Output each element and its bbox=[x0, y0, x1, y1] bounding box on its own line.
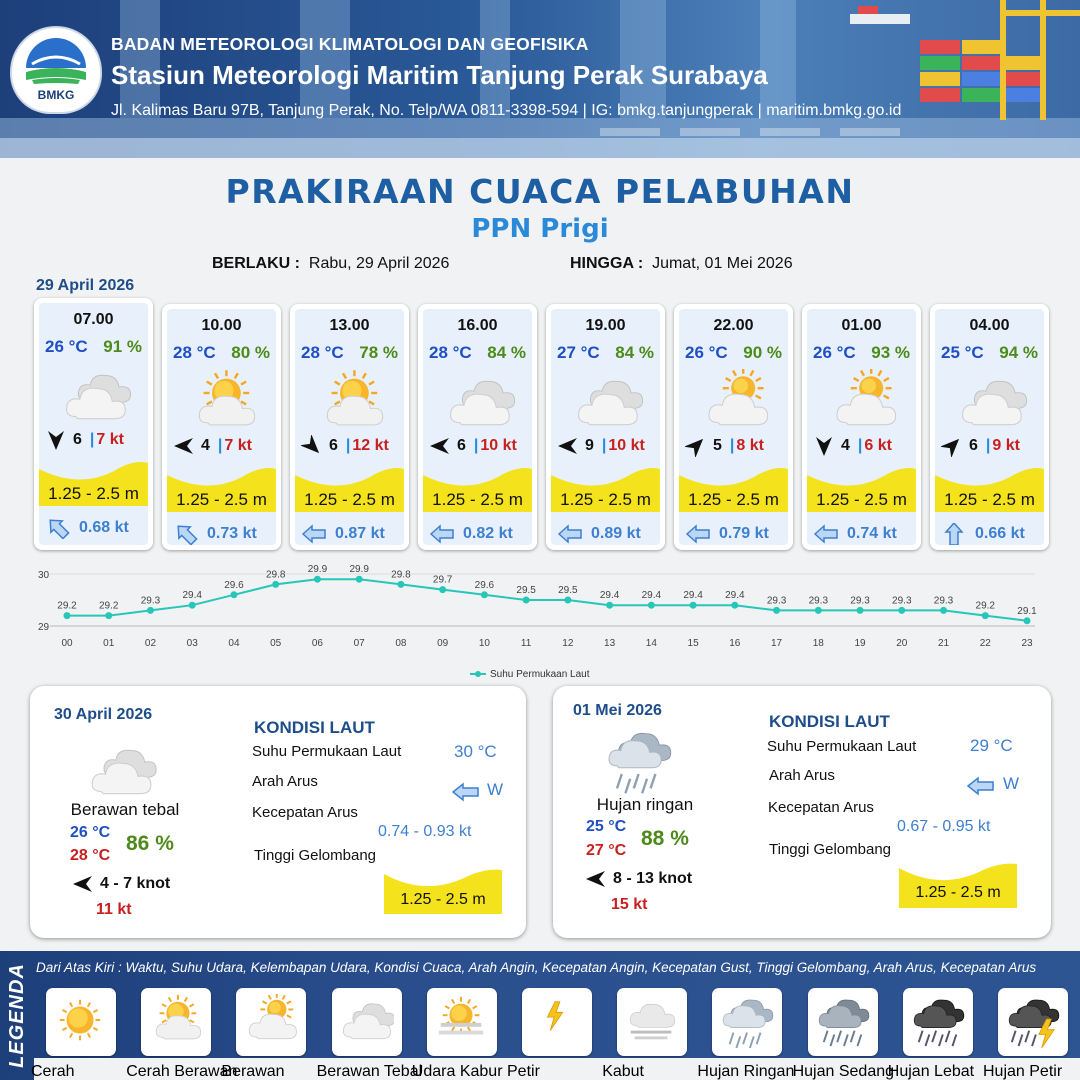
day3-current-speed: 0.67 - 0.95 kt bbox=[897, 818, 991, 835]
valid-from-value: Rabu, 29 April 2026 bbox=[308, 255, 450, 272]
kabut-icon bbox=[625, 994, 679, 1048]
x-tick-label: 04 bbox=[228, 638, 240, 649]
x-tick-label: 11 bbox=[520, 638, 532, 649]
forecast-current bbox=[685, 523, 769, 545]
day3-current-dir: W bbox=[1003, 774, 1020, 793]
current-arrow-icon bbox=[301, 523, 327, 545]
day3-wave-value: 1.25 - 2.5 m bbox=[915, 884, 1001, 901]
berawan-icon bbox=[244, 994, 298, 1048]
forecast-wave-height: 1.25 - 2.5 m bbox=[688, 490, 779, 509]
forecast-card bbox=[290, 304, 409, 550]
legend-item bbox=[808, 988, 878, 1056]
data-point bbox=[397, 581, 404, 588]
forecast-current-speed: 0.82 kt bbox=[463, 525, 513, 542]
forecast-time: 04.00 bbox=[969, 317, 1010, 334]
forecast-humidity: 90 % bbox=[743, 343, 782, 362]
forecast-gust: | 10 kt bbox=[473, 437, 517, 454]
day2-current-speed: 0.74 - 0.93 kt bbox=[378, 823, 472, 840]
forecast-time: 10.00 bbox=[201, 317, 242, 334]
forecast-wind-speed: 4 bbox=[201, 437, 210, 454]
data-point bbox=[147, 607, 154, 614]
sst-line-chart bbox=[30, 562, 1050, 682]
forecast-wind bbox=[813, 435, 892, 457]
legend-item-label: Cerah Berawan bbox=[126, 1063, 238, 1080]
data-point bbox=[230, 591, 237, 598]
data-label: 29.2 bbox=[99, 600, 119, 612]
current-arrow-icon bbox=[941, 523, 967, 545]
x-tick-label: 15 bbox=[687, 638, 699, 649]
forecast-gust-value: 10 kt bbox=[608, 437, 645, 454]
forecast-wind-speed: 6 bbox=[73, 431, 82, 448]
valid-to-label: HINGGA : bbox=[570, 255, 644, 272]
forecast-humidity: 78 % bbox=[359, 343, 398, 362]
bmkg-logo-emblem bbox=[12, 28, 100, 88]
forecast-wind-speed: 9 bbox=[585, 437, 594, 454]
day2-sea-title: KONDISI LAUT bbox=[254, 718, 375, 737]
forecast-current bbox=[557, 523, 641, 545]
day2-wave-value: 1.25 - 2.5 m bbox=[400, 891, 486, 908]
day3-sst-label: Suhu Permukaan Laut bbox=[767, 738, 917, 755]
forecast-wind bbox=[429, 435, 517, 457]
forecast-humidity: 93 % bbox=[871, 343, 910, 362]
forecast-card bbox=[674, 304, 793, 550]
data-point bbox=[314, 576, 321, 583]
forecast-card bbox=[546, 304, 665, 550]
legend-item bbox=[712, 988, 782, 1056]
data-point bbox=[439, 586, 446, 593]
cerah-icon bbox=[54, 994, 108, 1048]
day3-temp-max: 27 °C bbox=[586, 842, 627, 859]
legend-swatch-dot bbox=[475, 671, 481, 677]
x-tick-label: 01 bbox=[103, 638, 115, 649]
forecast-current-speed: 0.87 kt bbox=[335, 525, 385, 542]
wind-arrow-icon bbox=[301, 435, 323, 457]
valid-from-label: BERLAKU : bbox=[212, 255, 300, 272]
forecast-wind-speed: 6 bbox=[969, 437, 978, 454]
data-label: 29.8 bbox=[391, 569, 411, 581]
forecast-current bbox=[173, 523, 257, 545]
data-label: 29.3 bbox=[766, 595, 787, 607]
forecast-gust: | 12 kt bbox=[345, 437, 389, 454]
forecast-wind bbox=[173, 435, 252, 457]
forecast-humidity: 84 % bbox=[487, 343, 526, 362]
forecast-card bbox=[930, 304, 1049, 550]
legend-item bbox=[332, 988, 402, 1056]
x-tick-label: 23 bbox=[1021, 638, 1033, 649]
data-point bbox=[481, 591, 488, 598]
day3-wave-label: Tinggi Gelombang bbox=[769, 841, 892, 858]
legend-item bbox=[617, 988, 687, 1056]
day3-sea-title: KONDISI LAUT bbox=[769, 712, 890, 731]
day3-date: 01 Mei 2026 bbox=[573, 702, 662, 719]
legend-item bbox=[141, 988, 211, 1056]
forecast-current-speed: 0.74 kt bbox=[847, 525, 897, 542]
forecast-card-body bbox=[39, 303, 148, 545]
x-tick-label: 10 bbox=[478, 638, 490, 649]
data-label: 29.3 bbox=[140, 595, 161, 607]
wind-arrow-icon bbox=[429, 435, 451, 457]
forecast-current-speed: 0.66 kt bbox=[975, 525, 1025, 542]
data-point bbox=[982, 612, 989, 619]
day2-gust: 11 kt bbox=[96, 901, 132, 918]
forecast-card-body bbox=[295, 309, 404, 545]
forecast-gust-value: 12 kt bbox=[352, 437, 389, 454]
x-tick-label: 14 bbox=[645, 638, 657, 649]
data-label: 29.4 bbox=[683, 590, 703, 602]
forecast-wave-height: 1.25 - 2.5 m bbox=[304, 490, 395, 509]
data-point bbox=[690, 602, 697, 609]
forecast-wind-speed: 4 bbox=[841, 437, 850, 454]
hujan-petir-icon bbox=[1006, 994, 1060, 1048]
data-point bbox=[356, 576, 363, 583]
x-tick-label: 19 bbox=[854, 638, 866, 649]
data-label: 29.9 bbox=[349, 564, 369, 576]
wind-arrow-icon bbox=[557, 435, 579, 457]
x-tick-label: 16 bbox=[729, 638, 741, 649]
x-tick-label: 17 bbox=[771, 638, 783, 649]
day2-panel bbox=[30, 686, 526, 938]
forecast-temp: 28 °C bbox=[429, 343, 472, 362]
day2-sst-label: Suhu Permukaan Laut bbox=[252, 743, 402, 760]
forecast-card bbox=[802, 304, 921, 550]
forecast-wave-height: 1.25 - 2.5 m bbox=[816, 490, 907, 509]
forecast-wind bbox=[941, 435, 1020, 457]
valid-to-value: Jumat, 01 Mei 2026 bbox=[652, 255, 793, 272]
forecast-time: 07.00 bbox=[73, 311, 114, 328]
legend-item bbox=[522, 988, 592, 1056]
legend-item-label: Hujan Sedang bbox=[792, 1063, 895, 1080]
legend-item-label: Petir bbox=[507, 1063, 540, 1080]
data-label: 29.9 bbox=[307, 564, 328, 576]
forecast-time: 01.00 bbox=[841, 317, 882, 334]
forecast-humidity: 91 % bbox=[103, 337, 142, 356]
forecast-temp: 26 °C bbox=[813, 343, 856, 362]
legend-item-label: Udara Kabur bbox=[411, 1063, 503, 1080]
legend-item-label: Hujan Petir bbox=[983, 1063, 1063, 1080]
data-label: 29.5 bbox=[558, 585, 578, 596]
data-point bbox=[564, 597, 571, 604]
data-label: 29.8 bbox=[265, 569, 286, 581]
current-arrow-icon bbox=[813, 523, 839, 545]
port-name: PPN Prigi bbox=[471, 214, 609, 244]
current-arrow-icon bbox=[45, 517, 71, 539]
forecast-time: 16.00 bbox=[457, 317, 498, 334]
forecast-current-speed: 0.68 kt bbox=[79, 519, 129, 536]
x-tick-label: 18 bbox=[812, 638, 824, 649]
forecast-current bbox=[813, 523, 897, 545]
data-label: 29.3 bbox=[892, 595, 912, 607]
forecast-gust-value: 7 kt bbox=[96, 431, 124, 448]
forecast-wind-speed: 6 bbox=[329, 437, 338, 454]
berawan-tebal-icon bbox=[445, 369, 515, 429]
x-tick-label: 21 bbox=[937, 638, 950, 649]
data-point bbox=[272, 581, 279, 588]
forecast-gust: | 7 kt bbox=[89, 431, 124, 448]
day2-sst-value: 30 °C bbox=[454, 742, 497, 761]
forecast-gust: | 10 kt bbox=[601, 437, 645, 454]
x-tick-label: 02 bbox=[144, 638, 157, 649]
data-point bbox=[606, 602, 613, 609]
forecast-current-speed: 0.79 kt bbox=[719, 525, 769, 542]
logo-text: BMKG bbox=[37, 88, 75, 102]
day2-wind-speed: 4 - 7 knot bbox=[100, 875, 171, 892]
forecast-gust-value: 6 kt bbox=[864, 437, 892, 454]
forecast-card-body bbox=[807, 309, 916, 545]
current-arrow-icon bbox=[557, 523, 583, 545]
hujan-lebat-icon bbox=[911, 994, 965, 1048]
forecast-wave-height: 1.25 - 2.5 m bbox=[560, 490, 651, 509]
bmkg-logo bbox=[12, 28, 100, 112]
day2-date: 30 April 2026 bbox=[54, 706, 153, 723]
forecast-temp: 26 °C bbox=[45, 337, 88, 356]
forecast-wave-height: 1.25 - 2.5 m bbox=[944, 490, 1035, 509]
day3-panel bbox=[553, 686, 1051, 938]
berawan-icon bbox=[701, 369, 771, 429]
day3-condition: Hujan ringan bbox=[596, 795, 694, 814]
data-label: 29.4 bbox=[182, 590, 202, 602]
day2-wind bbox=[72, 874, 170, 894]
forecast-current bbox=[429, 523, 513, 545]
forecast-time: 13.00 bbox=[329, 317, 370, 334]
petir-icon bbox=[530, 994, 584, 1048]
forecast-wind bbox=[557, 435, 645, 457]
wind-arrow-icon bbox=[45, 429, 67, 451]
forecast-temp: 26 °C bbox=[685, 343, 728, 362]
data-point bbox=[815, 607, 822, 614]
day3-current-speed-label: Kecepatan Arus bbox=[768, 799, 874, 816]
forecast-gust-value: 9 kt bbox=[992, 437, 1020, 454]
day3-weather-icon bbox=[605, 726, 677, 796]
agency-name: BADAN METEOROLOGI KLIMATOLOGI DAN GEOFISIKA bbox=[111, 34, 589, 54]
berawan-tebal-icon bbox=[573, 369, 643, 429]
day2-condition: Berawan tebal bbox=[70, 800, 180, 819]
series-line bbox=[67, 579, 1027, 621]
data-label: 29.4 bbox=[641, 590, 662, 602]
hujan-ringan-icon bbox=[720, 994, 774, 1048]
legend-item bbox=[903, 988, 973, 1056]
day2-weather-icon bbox=[88, 738, 160, 796]
day2-current-speed-label: Kecepatan Arus bbox=[252, 804, 358, 821]
current-arrow-icon bbox=[685, 523, 711, 545]
day3-gust: 15 kt bbox=[611, 896, 648, 913]
data-label: 29.4 bbox=[725, 590, 745, 602]
forecast-current-speed: 0.89 kt bbox=[591, 525, 641, 542]
data-point bbox=[940, 607, 947, 614]
forecast-card bbox=[34, 298, 153, 550]
forecast-card-body bbox=[679, 309, 788, 545]
data-label: 29.2 bbox=[57, 600, 77, 612]
x-tick-label: 12 bbox=[562, 638, 574, 649]
legend-item-label: Cerah bbox=[31, 1063, 75, 1080]
day3-temp-min: 25 °C bbox=[586, 818, 627, 835]
forecast-card-body bbox=[551, 309, 660, 545]
x-tick-label: 03 bbox=[186, 638, 198, 649]
wind-arrow-icon bbox=[685, 435, 707, 457]
forecast-temp: 25 °C bbox=[941, 343, 984, 362]
data-point bbox=[648, 602, 655, 609]
forecast-humidity: 80 % bbox=[231, 343, 270, 362]
cerah-berawan-icon bbox=[149, 994, 203, 1048]
day2-current-arrow-icon bbox=[452, 782, 480, 802]
forecast-gust: | 9 kt bbox=[985, 437, 1020, 454]
udara-kabur-icon bbox=[435, 994, 489, 1048]
legend-description: Dari Atas Kiri : Waktu, Suhu Udara, Kelembapan Udara, Kondisi Cuaca, Arah Angin, Kecepatan Angin, Kecepatan Gust, Tinggi Gelombang, Arah Arus, Kecepatan Arus bbox=[36, 960, 1037, 975]
x-tick-label: 22 bbox=[979, 638, 991, 649]
data-label: 29.5 bbox=[516, 585, 536, 596]
valid-to bbox=[570, 255, 793, 273]
page-title: PRAKIRAAN CUACA PELABUHAN bbox=[225, 172, 855, 211]
x-tick-label: 09 bbox=[437, 638, 449, 649]
data-point bbox=[731, 602, 738, 609]
legend-title: LEGENDA bbox=[5, 963, 28, 1068]
forecast-wave-height: 1.25 - 2.5 m bbox=[48, 484, 139, 503]
legend-item bbox=[46, 988, 116, 1056]
forecast-card-body bbox=[423, 309, 532, 545]
forecast-wind bbox=[45, 429, 124, 451]
legend-side-title bbox=[0, 951, 34, 1080]
forecast-card bbox=[418, 304, 537, 550]
legend-item bbox=[236, 988, 306, 1056]
forecast-gust-value: 8 kt bbox=[736, 437, 764, 454]
forecast-time: 22.00 bbox=[713, 317, 754, 334]
day1-date: 29 April 2026 bbox=[36, 277, 135, 294]
data-point bbox=[773, 607, 780, 614]
berawan-icon bbox=[829, 369, 899, 429]
forecast-wind bbox=[685, 435, 764, 457]
day2-humidity: 86 % bbox=[126, 832, 174, 855]
legend-item-label: Berawan Tebal bbox=[316, 1063, 423, 1080]
forecast-current-speed: 0.73 kt bbox=[207, 525, 257, 542]
forecast-wind-speed: 6 bbox=[457, 437, 466, 454]
data-label: 29.6 bbox=[474, 579, 495, 591]
forecast-gust: | 8 kt bbox=[729, 437, 764, 454]
data-label: 29.6 bbox=[224, 579, 244, 591]
forecast-wind bbox=[301, 435, 389, 457]
station-address: Jl. Kalimas Baru 97B, Tanjung Perak, No. Telp/WA 0811-3398-594 | IG: bmkg.tanjungperak | maritim.bmkg.go.id bbox=[111, 102, 902, 119]
data-point bbox=[523, 597, 530, 604]
wind-arrow-icon bbox=[941, 435, 963, 457]
wind-arrow-icon bbox=[813, 435, 835, 457]
legend-item-label: Kabut bbox=[602, 1063, 644, 1080]
data-point bbox=[189, 602, 196, 609]
data-point bbox=[64, 612, 71, 619]
forecast-card-body bbox=[167, 309, 276, 545]
day3-humidity: 88 % bbox=[641, 827, 689, 850]
day2-current-dir-label: Arah Arus bbox=[252, 773, 318, 790]
data-point bbox=[898, 607, 905, 614]
forecast-gust: | 6 kt bbox=[857, 437, 892, 454]
data-label: 29.2 bbox=[975, 600, 995, 612]
wind-arrow-west-icon bbox=[72, 874, 94, 894]
forecast-current bbox=[45, 517, 129, 539]
forecast-temp: 28 °C bbox=[173, 343, 216, 362]
berawan-tebal-icon bbox=[957, 369, 1027, 429]
data-label: 29.4 bbox=[599, 590, 620, 602]
x-tick-label: 00 bbox=[61, 638, 73, 649]
forecast-gust: | 7 kt bbox=[217, 437, 252, 454]
legend-item-label: Hujan Lebat bbox=[887, 1063, 975, 1080]
data-point bbox=[105, 612, 112, 619]
forecast-wave-height: 1.25 - 2.5 m bbox=[432, 490, 523, 509]
day3-current-arrow-icon bbox=[967, 776, 995, 796]
y-tick-label: 29 bbox=[38, 622, 50, 633]
data-point bbox=[857, 607, 864, 614]
legend-label: Suhu Permukaan Laut bbox=[490, 669, 590, 680]
data-label: 29.1 bbox=[1017, 605, 1037, 617]
forecast-current bbox=[941, 523, 1025, 545]
legend-item-label: Berawan bbox=[221, 1063, 285, 1080]
forecast-temp: 28 °C bbox=[301, 343, 344, 362]
day2-wave-label: Tinggi Gelombang bbox=[254, 847, 377, 864]
x-tick-label: 07 bbox=[353, 638, 365, 649]
day3-current-dir-label: Arah Arus bbox=[769, 767, 835, 784]
forecast-card bbox=[162, 304, 281, 550]
forecast-temp: 27 °C bbox=[557, 343, 600, 362]
day3-wind-speed: 8 - 13 knot bbox=[613, 870, 693, 887]
valid-from bbox=[212, 255, 449, 273]
cerah-berawan-icon bbox=[189, 369, 259, 429]
data-label: 29.3 bbox=[850, 595, 870, 607]
data-label: 29.3 bbox=[808, 595, 829, 607]
data-label: 29.7 bbox=[432, 574, 453, 586]
forecast-wind-speed: 5 bbox=[713, 437, 722, 454]
legend-item bbox=[998, 988, 1068, 1056]
hujan-sedang-icon bbox=[816, 994, 870, 1048]
x-tick-label: 13 bbox=[604, 638, 616, 649]
forecast-gust-value: 10 kt bbox=[480, 437, 517, 454]
berawan-tebal-icon bbox=[340, 994, 394, 1048]
forecast-humidity: 94 % bbox=[999, 343, 1038, 362]
y-tick-label: 30 bbox=[38, 570, 50, 581]
data-point bbox=[1024, 617, 1031, 624]
forecast-humidity: 84 % bbox=[615, 343, 654, 362]
data-label: 29.3 bbox=[933, 595, 954, 607]
current-arrow-icon bbox=[429, 523, 455, 545]
x-tick-label: 20 bbox=[896, 638, 908, 649]
day2-temp-max: 28 °C bbox=[70, 847, 111, 864]
legend-item bbox=[427, 988, 497, 1056]
forecast-wave-height: 1.25 - 2.5 m bbox=[176, 490, 267, 509]
station-name: Stasiun Meteorologi Maritim Tanjung Perak Surabaya bbox=[111, 60, 768, 90]
forecast-card-body bbox=[935, 309, 1044, 545]
cerah-berawan-icon bbox=[317, 369, 387, 429]
day2-current-dir: W bbox=[487, 780, 504, 799]
berawan-tebal-icon bbox=[61, 363, 131, 423]
x-tick-label: 06 bbox=[311, 638, 323, 649]
forecast-time: 19.00 bbox=[585, 317, 626, 334]
x-tick-label: 08 bbox=[395, 638, 407, 649]
wind-arrow-west-icon bbox=[585, 869, 607, 889]
current-arrow-icon bbox=[173, 523, 199, 545]
wind-arrow-icon bbox=[173, 435, 195, 457]
day2-temp-min: 26 °C bbox=[70, 824, 111, 841]
header-banner bbox=[0, 0, 1080, 158]
day3-wind bbox=[585, 869, 692, 889]
day3-sst-value: 29 °C bbox=[970, 736, 1013, 755]
x-tick-label: 05 bbox=[270, 638, 282, 649]
legend-item-label: Hujan Ringan bbox=[697, 1063, 795, 1080]
forecast-gust-value: 7 kt bbox=[224, 437, 252, 454]
forecast-current bbox=[301, 523, 385, 545]
